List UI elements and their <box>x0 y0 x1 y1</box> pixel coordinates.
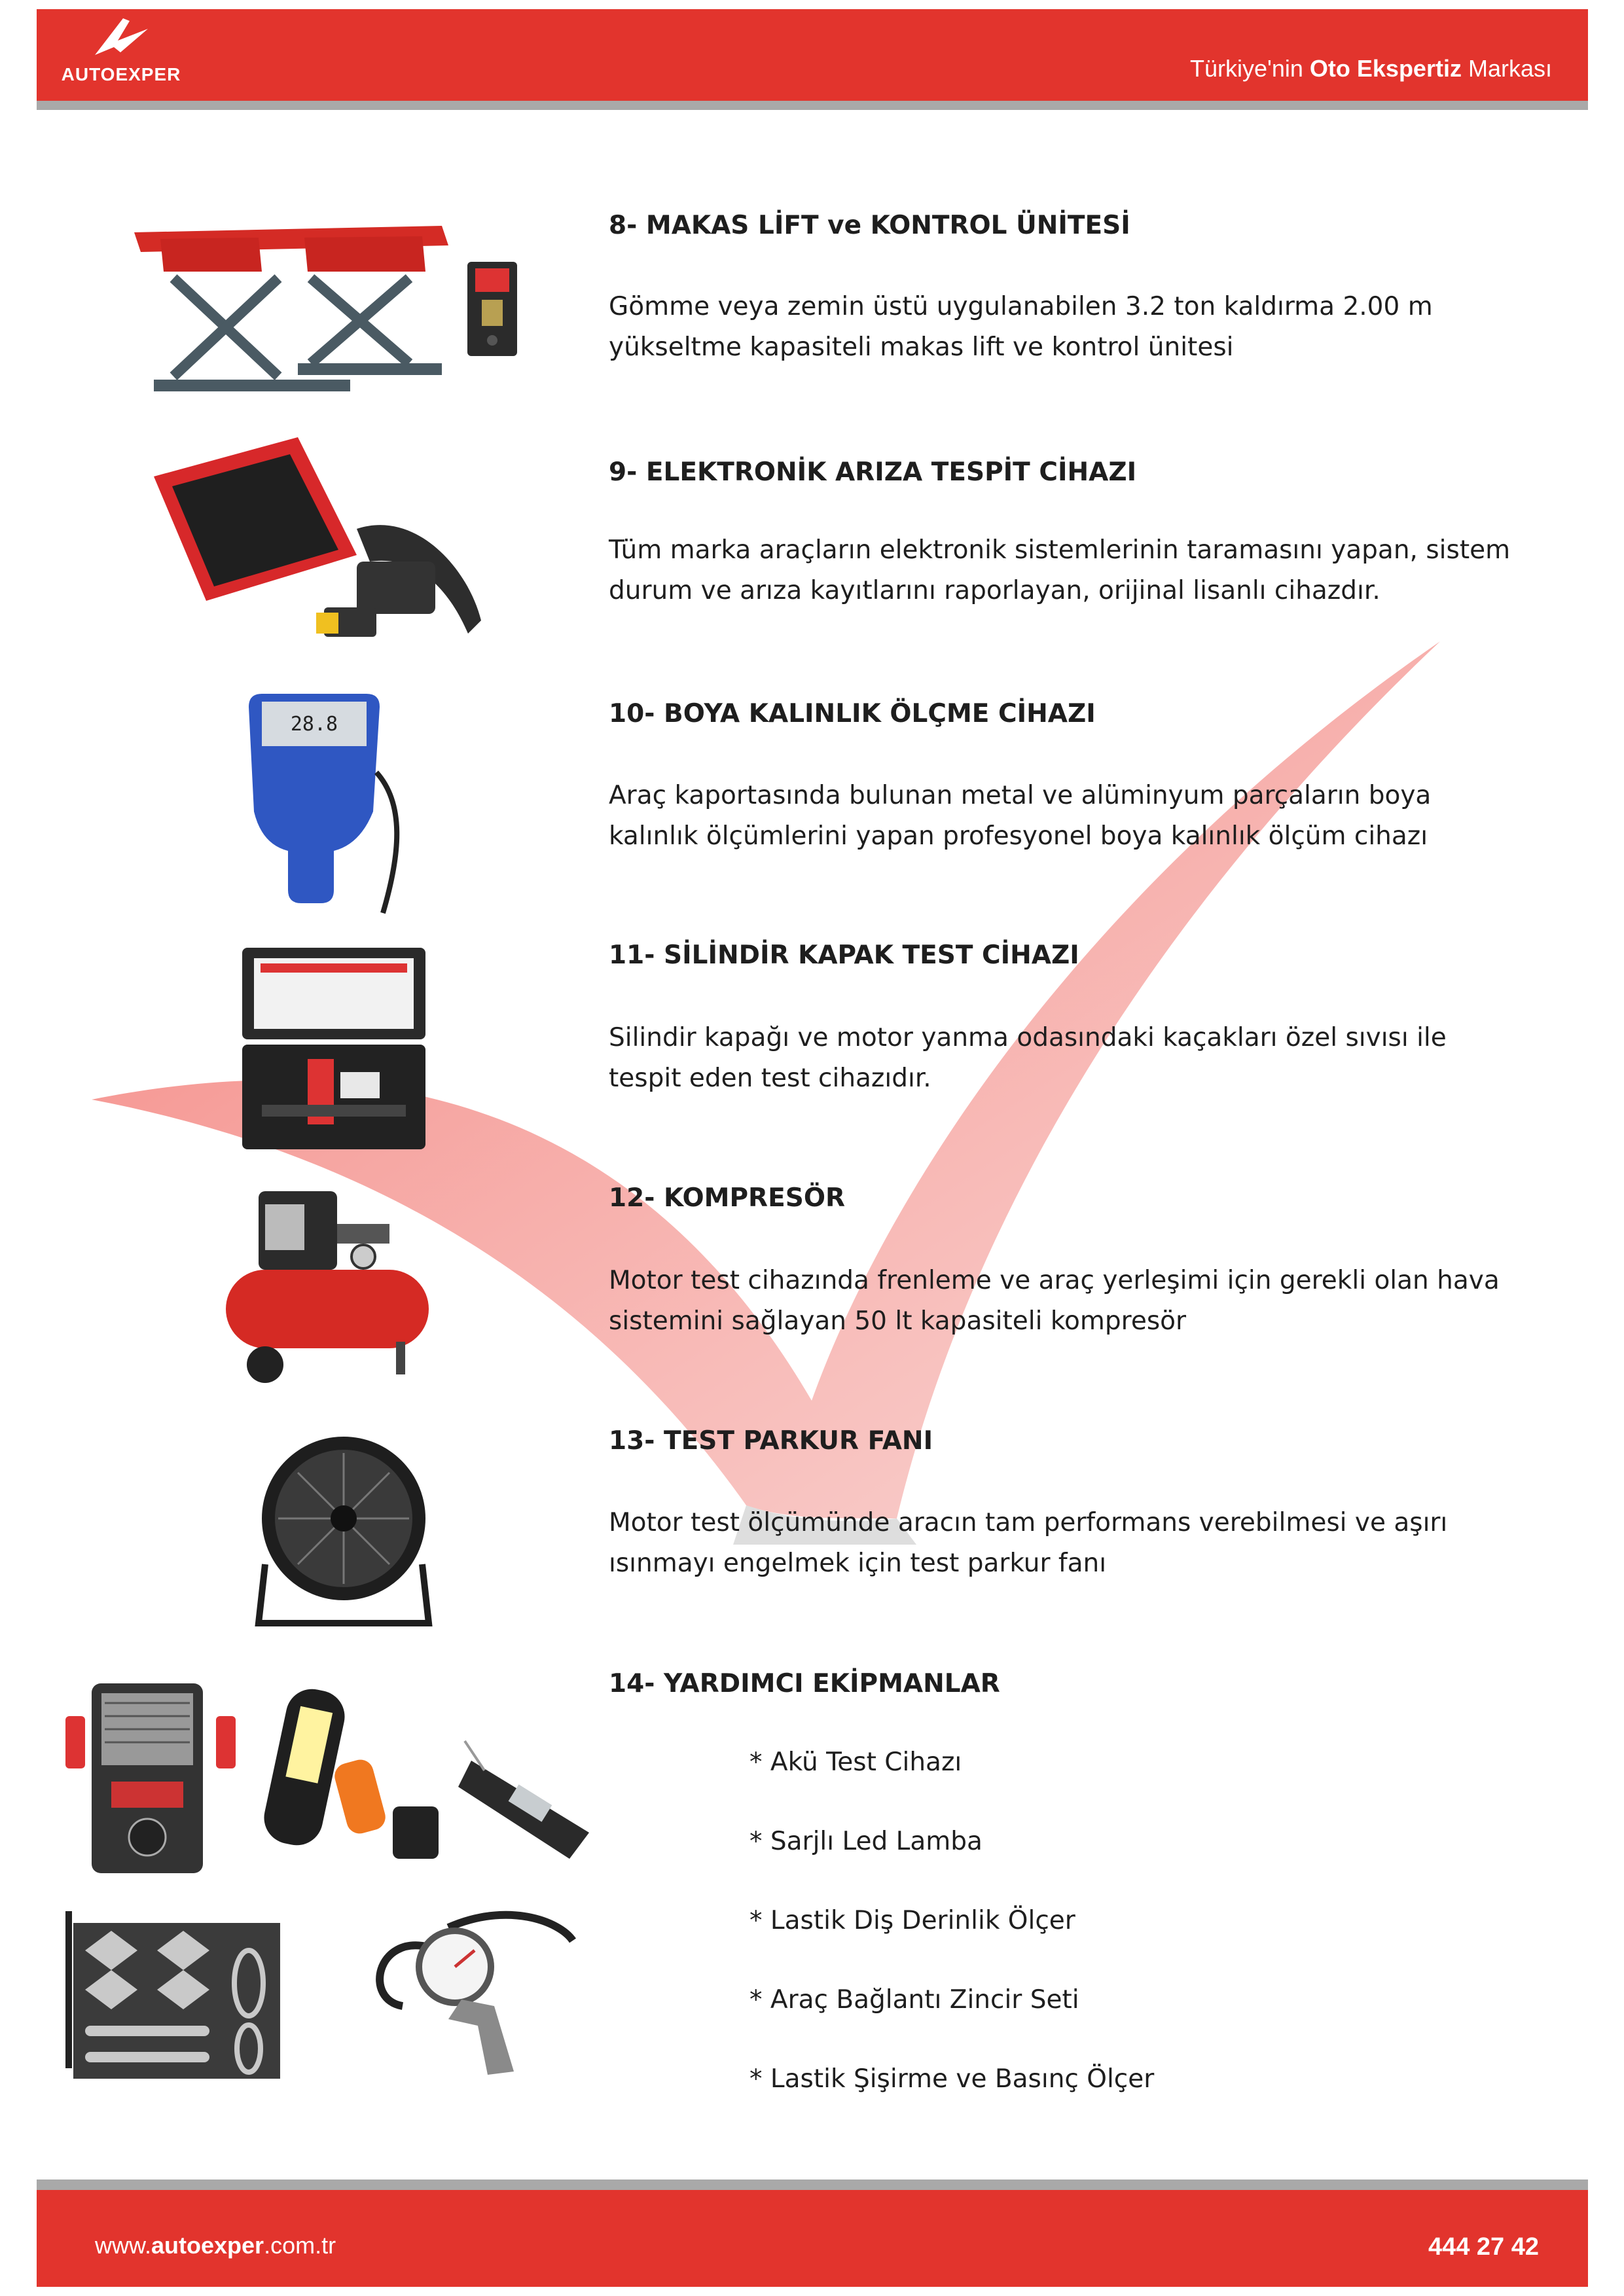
section-11-title: 11- SİLİNDİR KAPAK TEST CİHAZI <box>609 941 1079 970</box>
section-8-description: Gömme veya zemin üstü uygulanabilen 3.2 ton kaldırma 2.00 m yükseltme kapasiteli makas lift ve kontrol ünitesi <box>609 292 1433 362</box>
aux-item-tire-inflator: * Lastik Şişirme ve Basınç Ölçer <box>749 2064 1155 2094</box>
aux-item-led-lamp: * Sarjlı Led Lamba <box>749 1827 983 1856</box>
section-9-description: Tüm marka araçların elektronik sistemlerinin taramasını yapan, sistem durum ve arıza kayıtlarını raporlayan, orijinal lisanlı cihazdır. <box>609 535 1511 605</box>
drum-fan-icon <box>252 1433 435 1630</box>
chain-set-icon <box>65 1911 281 2081</box>
section-10-title: 10- BOYA KALINLIK ÖLÇME CİHAZI <box>609 699 1096 728</box>
section-13-title: 13- TEST PARKUR FANI <box>609 1426 933 1456</box>
cylinder-test-kit-icon <box>242 948 425 1151</box>
aux-item-tread-depth-gauge: * Lastik Diş Derinlik Ölçer <box>749 1906 1075 1935</box>
section-13-description: Motor test ölçümünde aracın tam performans verebilmesi ve aşırı ısınmayı engelmek için test parkur fanı <box>609 1508 1448 1578</box>
phone-number: 444 27 42 <box>1428 2233 1539 2261</box>
logo-plane-icon <box>92 14 151 60</box>
aux-item-battery-tester: * Akü Test Cihazı <box>749 1748 962 1777</box>
section-10-description: Araç kaportasında bulunan metal ve alüminyum parçaların boya kalınlık ölçümlerini yapan profesyonel boya kalınlık ölçüm cihazı <box>609 781 1432 851</box>
scissor-lift-icon <box>134 219 461 409</box>
battery-tester-icon <box>65 1677 242 1880</box>
header-shadow <box>37 101 1588 110</box>
brand-logo <box>46 14 196 86</box>
diagnostic-tablet-icon <box>141 437 494 670</box>
section-8-title: 8- MAKAS LİFT ve KONTROL ÜNİTESİ <box>609 211 1130 240</box>
website-link[interactable]: www.autoexper.com.tr <box>95 2232 336 2259</box>
tire-inflator-icon <box>363 1908 579 2085</box>
header-tagline: Türkiye'nin Oto Ekspertiz Markası <box>1189 55 1552 82</box>
section-12-description: Motor test cihazında frenleme ve araç yerleşimi için gerekli olan hava sistemini sağlayan 50 lt kapasiteli kompresör <box>609 1266 1500 1336</box>
section-14-title: 14- YARDIMCI EKİPMANLAR <box>609 1669 1000 1698</box>
svg-text:28.8: 28.8 <box>290 713 338 736</box>
section-9-title: 9- ELEKTRONİK ARIZA TESPİT CİHAZI <box>609 457 1137 487</box>
tread-depth-gauge-icon <box>458 1734 596 1865</box>
compressor-icon <box>219 1185 435 1384</box>
section-12-title: 12- KOMPRESÖR <box>609 1183 845 1213</box>
footer-shadow <box>37 2179 1588 2190</box>
aux-item-chain-set: * Araç Bağlantı Zincir Seti <box>749 1985 1079 2015</box>
led-lamp-icon <box>262 1676 458 1872</box>
paint-thickness-gauge-icon <box>242 694 419 916</box>
logo-text: AUTOEXPER <box>61 64 181 84</box>
section-11-description: Silindir kapağı ve motor yanma odasındaki kaçakları özel sıvısı ile tespit eden test cihazıdır. <box>609 1023 1447 1093</box>
control-unit-icon <box>466 260 518 357</box>
